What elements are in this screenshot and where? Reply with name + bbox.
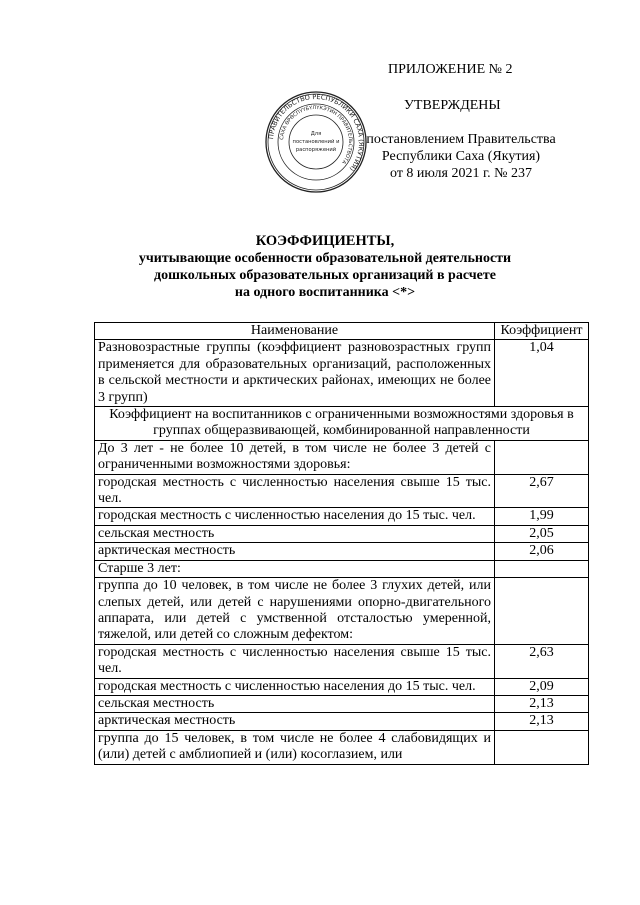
row-coefficient: 2,09 (495, 678, 589, 695)
table-row (95, 678, 589, 695)
decree-reference (354, 131, 568, 182)
table-row (95, 543, 589, 560)
row-coefficient: 2,05 (495, 525, 589, 542)
table-row (95, 644, 589, 678)
row-name: Коэффициент на воспитанников с ограниченными возможностями здоровья в группах общеразвивающей, комбинированной направленности (95, 407, 589, 441)
seal-inner-text: САХА ӨРӨСПҮҮБҮЛҮКЭТИН ПРАВИТЕЛЬСТВОТА (279, 104, 354, 165)
row-coefficient: 2,13 (495, 713, 589, 730)
row-name: городская местность с численностью населения до 15 тыс. чел. (95, 678, 495, 695)
row-name: Старше 3 лет: (95, 560, 495, 577)
row-coefficient: 2,13 (495, 695, 589, 712)
decree-line: Республики Саха (Якутия) (381, 149, 541, 164)
row-coefficient: 2,06 (495, 543, 589, 560)
row-coefficient (495, 560, 589, 577)
row-name: Разновозрастные группы (коэффициент разновозрастных групп применяется для образовательных организаций, расположенных в сельской местности и арктических районах, имеющих не более 3 групп) (95, 340, 495, 407)
table-row (95, 525, 589, 542)
header-name: Наименование (95, 323, 495, 340)
table-row (95, 508, 589, 525)
decree-line: от 8 июля 2021 г. № 237 (390, 166, 532, 181)
title-main: КОЭФФИЦИЕНТЫ, (255, 233, 395, 249)
row-coefficient (495, 578, 589, 645)
row-name: арктическая местность (95, 543, 495, 560)
table-body (95, 340, 589, 764)
row-name: группа до 15 человек, в том числе не более 4 слабовидящих и (или) детей с амблиопией и (или) косоглазием, или (95, 730, 495, 764)
title-line: учитывающие особенности образовательной деятельности (138, 251, 512, 266)
row-name: До 3 лет - не более 10 детей, в том числе не более 3 детей с ограниченными возможностями здоровья: (95, 440, 495, 474)
header-coefficient: Коэффициент (495, 323, 589, 340)
table-row (95, 560, 589, 577)
seal-center-line: постановлений и (292, 139, 340, 145)
row-name: группа до 10 человек, в том числе не более 3 глухих детей, или слепых детей, или детей с нарушениями опорно-двигательного аппарата, или детей с умственной отсталостью умеренной, тяжелой, или детей со сложным дефектом: (95, 578, 495, 645)
row-name: арктическая местность (95, 713, 495, 730)
table-row (95, 695, 589, 712)
document-title (90, 233, 560, 301)
table-row (95, 474, 589, 508)
row-coefficient: 1,99 (495, 508, 589, 525)
row-coefficient (495, 730, 589, 764)
title-line: дошкольных образовательных организаций в расчете (154, 268, 496, 283)
seal-outer-text: ПРАВИТЕЛЬСТВО РЕСПУБЛИКИ САХА (ЯКУТИЯ) (267, 92, 366, 173)
table-row (95, 578, 589, 645)
table-header-row (95, 323, 589, 340)
row-name: городская местность с численностью населения свыше 15 тыс. чел. (95, 644, 495, 678)
approved-label: УТВЕРЖДЕНЫ (404, 98, 501, 113)
table-row (95, 730, 589, 764)
row-coefficient: 2,63 (495, 644, 589, 678)
row-coefficient: 2,67 (495, 474, 589, 508)
row-coefficient: 1,04 (495, 340, 589, 407)
table-row (95, 407, 589, 441)
table-row (95, 440, 589, 474)
seal-center-line: распоряжений (295, 147, 337, 153)
seal-center-line: Для (310, 131, 322, 137)
row-name: городская местность с численностью населения до 15 тыс. чел. (95, 508, 495, 525)
row-name: городская местность с численностью населения свыше 15 тыс. чел. (95, 474, 495, 508)
row-name: сельская местность (95, 525, 495, 542)
row-name: сельская местность (95, 695, 495, 712)
table-row (95, 713, 589, 730)
coefficients-table (94, 322, 589, 765)
official-seal (264, 90, 368, 194)
title-line: на одного воспитанника <*> (234, 285, 416, 300)
table-row (95, 340, 589, 407)
appendix-label: ПРИЛОЖЕНИЕ № 2 (388, 62, 513, 77)
row-coefficient (495, 440, 589, 474)
decree-line: постановлением Правительства (366, 132, 556, 147)
